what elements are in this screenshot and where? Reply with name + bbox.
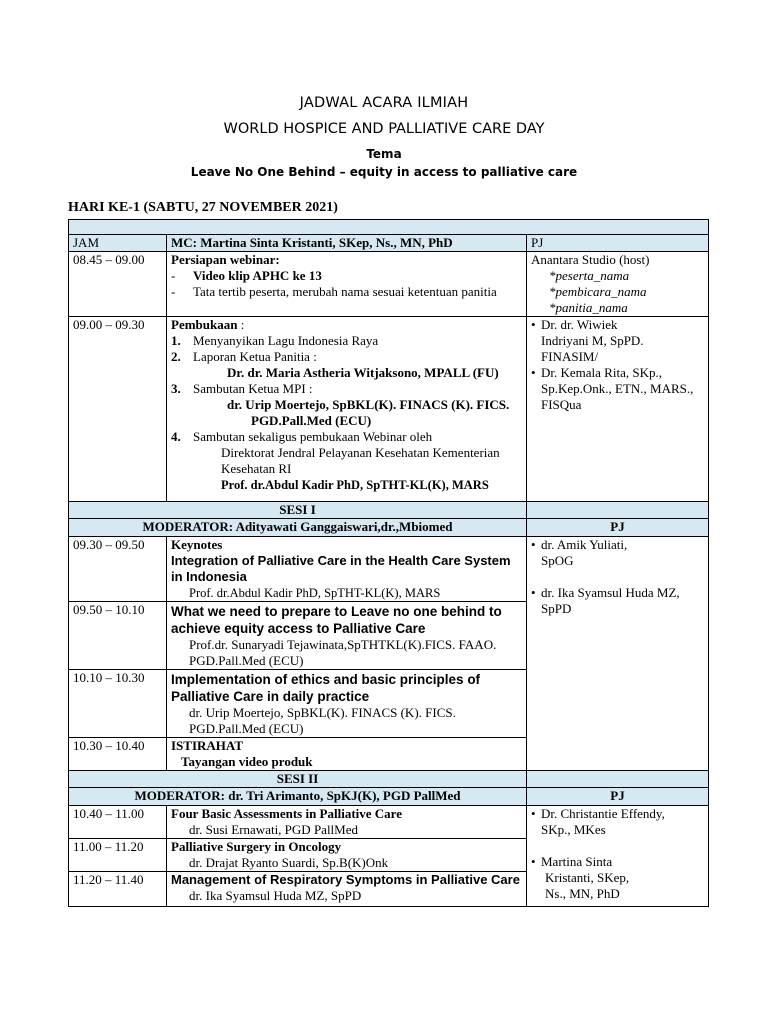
table-row [69,806,709,839]
document-title: JADWAL ACARA ILMIAH [299,95,469,111]
time-cell: 09.00 – 09.30 [69,317,167,502]
table-header-row [69,235,709,252]
pj-header: PJ [527,788,709,806]
agenda-title: Persiapan webinar: [171,252,280,267]
talk-title: Palliative Surgery in Oncology [171,839,342,854]
session-label: SESI I [69,502,527,519]
speaker-name: dr. Drajat Ryanto Suardi, Sp.B(K)Onk [189,855,389,870]
col-header-mc: MC: Martina Sinta Kristanti, SKep, Ns., MN, PhD [167,235,527,252]
talk-title: Management of Respiratory Symptoms in Palliative Care [171,872,520,887]
time-cell: 09.30 – 09.50 [69,537,167,602]
list-item: 3. Sambutan Ketua MPI : [171,381,313,396]
event-title: WORLD HOSPICE AND PALLIATIVE CARE DAY [223,121,545,137]
agenda-cell: Pembukaan : 1. Menyanyikan Lagu Indonesia Raya 2. Laporan Ketua Panitia : Dr. dr. Maria Astheria Witjaksono, MPALL (FU) 3. Sambutan Ketua MPI : dr. Urip Moertejo, SpBKL(K). FINACS (K). FICS. PGD.Pall.Med (ECU) 4. Sambutan sekaligus pembukaan Webinar oleh Direktorat Jendral Pelayanan Kesehatan Kementerian Kesehatan RI Prof. dr.Abdul Kadir PhD, SpTHT-KL(K), MARS [167,317,527,502]
col-header-jam: JAM [69,235,167,252]
time-cell: 10.40 – 11.00 [69,806,167,839]
list-item: • dr. Amik Yuliati, [531,537,628,552]
pj-header: PJ [527,519,709,537]
agenda-cell [167,839,527,872]
table-row [69,537,709,602]
time-cell: 11.00 – 11.20 [69,839,167,872]
time-cell: 08.45 – 09.00 [69,252,167,317]
agenda-cell [167,252,527,317]
agenda-cell: Keynotes Integration of Palliative Care in the Health Care System in Indonesia Prof. dr.Abdul Kadir PhD, SpTHT-KL(K), MARS [167,537,527,602]
list-item: • Martina Sinta [531,854,613,869]
list-item: 4. Sambutan sekaligus pembukaan Webinar oleh [171,429,433,444]
agenda-cell [167,806,527,839]
talk-title: Integration of Palliative Care in the Health Care System in Indonesia [171,553,511,584]
agenda-cell [167,872,527,907]
time-cell: 11.20 – 11.40 [69,872,167,907]
pj-cell: • Dr. Christantie Effendy, SKp., MKes • Martina Sinta Kristanti, SKep, Ns., MN, PhD [527,806,709,907]
pj-cell: Anantara Studio (host) *peserta_nama *pembicara_nama *panitia_nama [527,252,709,317]
agenda-cell: ISTIRAHAT Tayangan video produk [167,738,527,771]
session-label: SESI II [69,771,527,788]
list-item: • Dr. dr. Wiwiek [531,317,618,332]
speaker-name: Prof.dr. Sunaryadi Tejawinata,SpTHTKL(K).FICS. FAAO. [189,637,497,652]
list-item: • Dr. Christantie Effendy, [531,806,665,821]
speaker-name: PGD.Pall.Med (ECU) [251,413,372,428]
speaker-name: PGD.Pall.Med (ECU) [189,653,304,668]
time-cell: 09.50 – 10.10 [69,602,167,670]
talk-title: Implementation of ethics and basic principles of Palliative Care in daily practice [171,672,481,704]
list-item: 2. Laporan Ketua Panitia : [171,349,317,364]
speaker-name: dr. Urip Moertejo, SpBKL(K). FINACS (K). FICS. [189,705,456,720]
schedule-table [68,219,709,907]
theme-text: Leave No One Behind – equity in access to palliative care [190,165,578,179]
time-cell: 10.10 – 10.30 [69,670,167,738]
agenda-cell [167,670,527,738]
list-item: - Tata tertib peserta, merubah nama sesuai ketentuan panitia [171,284,497,299]
list-item: • Dr. Kemala Rita, SKp., [531,365,662,380]
moderator-label: MODERATOR: Adityawati Ganggaiswari,dr.,Mbiomed [69,519,527,537]
speaker-name: dr. Ika Syamsul Huda MZ, SpPD [189,888,362,903]
speaker-name: dr. Susi Ernawati, PGD PallMed [189,822,358,837]
day-label: HARI KE-1 (SABTU, 27 NOVEMBER 2021) [68,200,338,215]
session-header-row [69,771,709,788]
speaker-name: Prof. dr.Abdul Kadir PhD, SpTHT-KL(K), MARS [189,586,441,600]
session-header-row [69,502,709,519]
speaker-name: PGD.Pall.Med (ECU) [189,721,304,736]
talk-title: Four Basic Assessments in Palliative Care [171,806,402,821]
time-cell: 10.30 – 10.40 [69,738,167,771]
table-top-band [69,220,709,235]
theme-label: Tema [366,147,402,161]
list-item: 1. Menyanyikan Lagu Indonesia Raya [171,333,379,348]
list-item: • dr. Ika Syamsul Huda MZ, [531,585,680,600]
agenda-title: Pembukaan [171,317,238,332]
agenda-cell [167,602,527,670]
table-row [69,317,709,502]
talk-title: What we need to prepare to Leave no one behind to achieve equity access to Palliative Care [171,604,502,636]
speaker-name: Prof. dr.Abdul Kadir PhD, SpTHT-KL(K), MARS [221,478,489,492]
pj-cell: • Dr. dr. Wiwiek Indriyani M, SpPD. FINASIM/ • Dr. Kemala Rita, SKp., Sp.Kep.Onk., ETN., MARS., FISQua [527,317,709,502]
speaker-name: Dr. dr. Maria Astheria Witjaksono, MPALL (FU) [227,365,499,380]
moderator-row [69,519,709,537]
list-item: - Video klip APHC ke 13 [171,268,322,283]
col-header-pj: PJ [527,235,709,252]
moderator-label: MODERATOR: dr. Tri Arimanto, SpKJ(K), PGD PallMed [69,788,527,806]
table-row [69,252,709,317]
moderator-row [69,788,709,806]
break-title: ISTIRAHAT [171,738,244,753]
speaker-name: dr. Urip Moertejo, SpBKL(K). FINACS (K). FICS. [227,397,510,412]
pj-cell: • dr. Amik Yuliati, SpOG • dr. Ika Syamsul Huda MZ, SpPD [527,537,709,771]
